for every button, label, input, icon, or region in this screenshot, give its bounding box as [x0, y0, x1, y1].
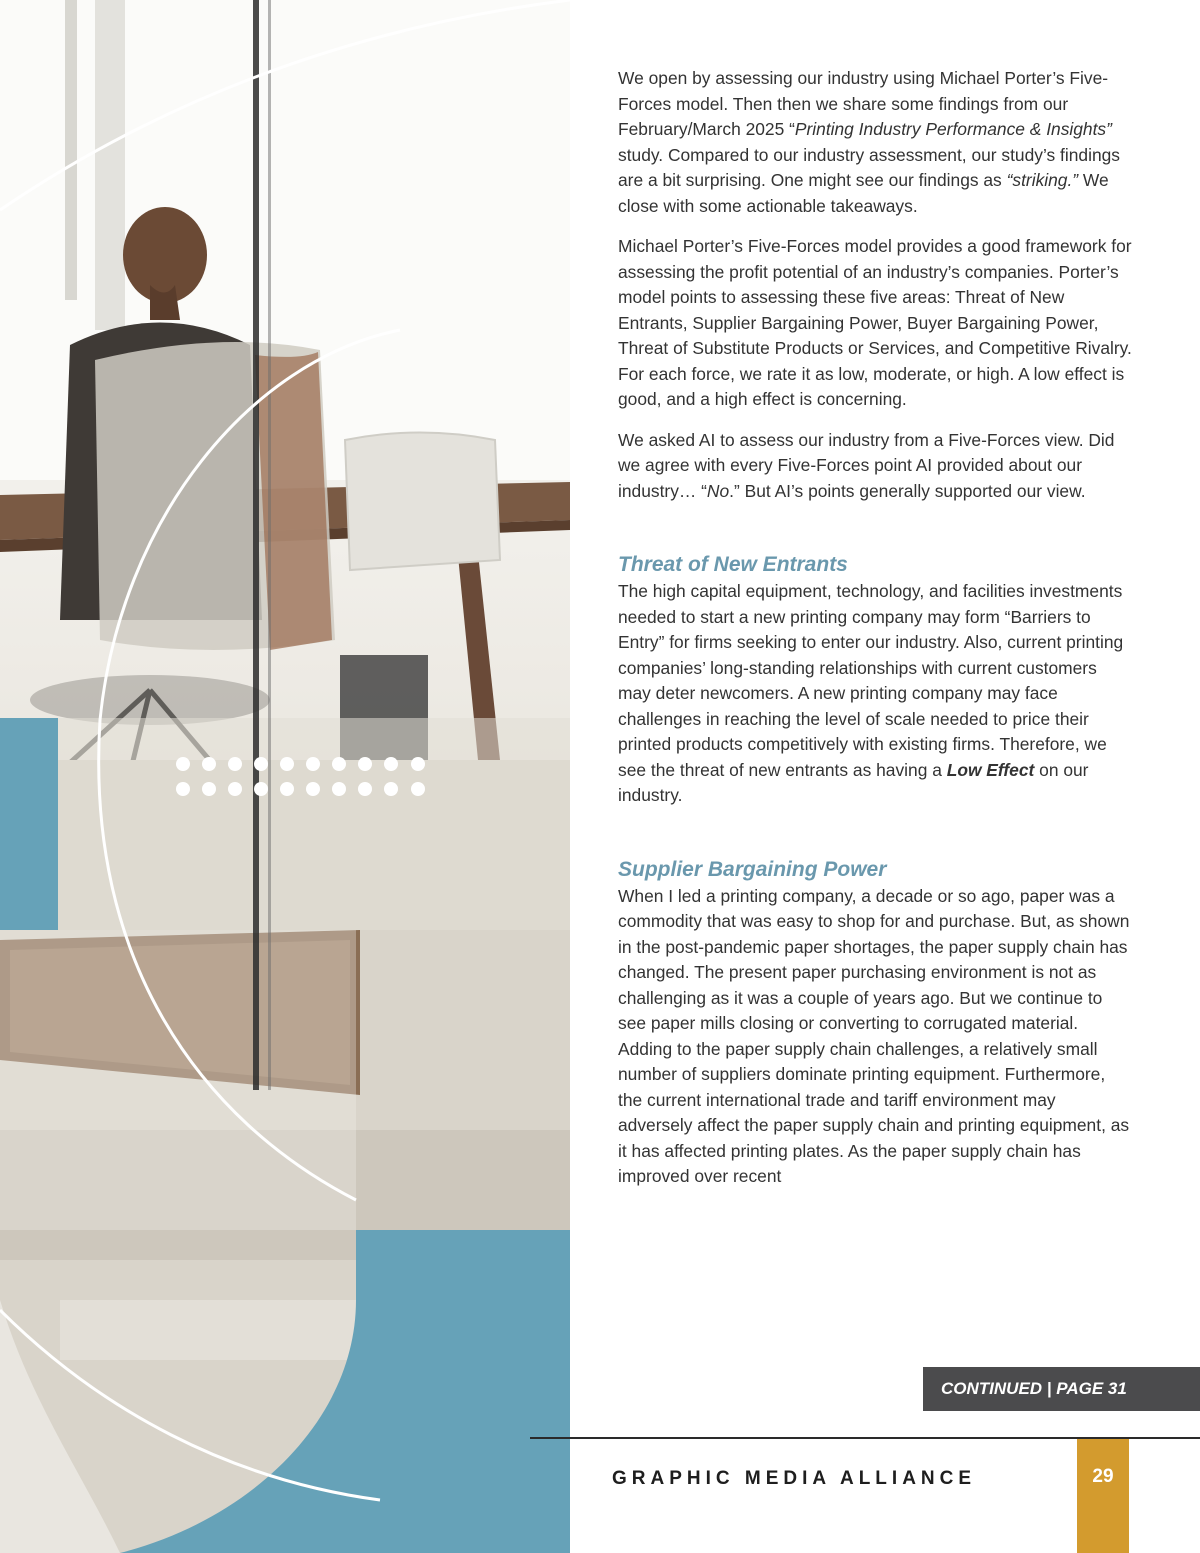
article-body: [618, 66, 1133, 1205]
emphasis-text: Printing Industry Performance & Insights”: [794, 119, 1112, 139]
page-number-tab: [1077, 1439, 1129, 1553]
rating-label: Low Effect: [946, 759, 1035, 780]
emphasis-text: No: [706, 480, 730, 501]
office-photo: [0, 0, 570, 1553]
continued-banner[interactable]: CONTINUED | PAGE 31: [923, 1367, 1200, 1411]
article-section: [618, 551, 1133, 809]
body-paragraph: Michael Porter’s Five-Forces model provides a good framework for assessing the profit potential of an industry’s companies. Porter’s model points to assessing these five areas: Threat of New Entrants, Supplier Bargaining Power, Buyer Bargaining Power, Threat of Substitute Products or Services, and Competitive Rivalry. For each force, we rate it as low, moderate, or high. A low effect is good, and a high effect is concerning.: [618, 236, 1132, 409]
intro-paragraphs: [618, 66, 1133, 504]
body-paragraph: When I led a printing company, a decade or so ago, paper was a commodity that was easy to shop for and purchase. But, as shown in the post-pandemic paper shortages, the paper supply chain has changed. The present paper purchasing environment is not as challenging as it was a couple of years ago. But we continue to see paper mills closing or converting to corrugated material. Adding to the paper supply chain challenges, a relatively small number of suppliers dominate printing equipment. Furthermore, the current international trade and tariff environment may adversely affect the paper supply chain and printing equipment, as it has affected printing plates. As the paper supply chain has improved over recent: [618, 885, 1130, 1186]
section-heading: Supplier Bargaining Power: [618, 857, 887, 881]
office-scene-illustration: [0, 0, 570, 1553]
body-paragraph: The high capital equipment, technology, and facilities investments needed to start a new printing company may form “Barriers to Entry” for firms seeking to enter our industry. Also, current printing companies’ long-standing relationships with current customers may deter newcomers. A new printing company may face challenges in reaching the level of scale needed to price their printed products competitively with existing firms. Therefore, we see the threat of new entrants as having a Low Effect on our industry.: [618, 581, 1124, 805]
article-sections: [618, 551, 1133, 1190]
body-paragraph: We open by assessing our industry using Michael Porter’s Five-Forces model. Then then we share some findings from our February/March 2025 “Printing Industry Performance & Insights” study. Compared to our industry assessment, our study’s findings are a bit surprising. One might see our findings as “striking.” We close with some actionable takeaways.: [618, 68, 1120, 216]
article-section: [618, 856, 1133, 1190]
body-paragraph: We asked AI to assess our industry from a Five-Forces view. Did we agree with every Five-Forces point AI provided about our industry… “No.” But AI’s points generally supported our view.: [618, 429, 1115, 501]
emphasis-text: “striking.”: [1006, 170, 1079, 190]
footer-brand: GRAPHIC MEDIA ALLIANCE: [612, 1468, 977, 1489]
page-number: 29: [1092, 1466, 1114, 1487]
section-heading: Threat of New Entrants: [618, 553, 848, 576]
